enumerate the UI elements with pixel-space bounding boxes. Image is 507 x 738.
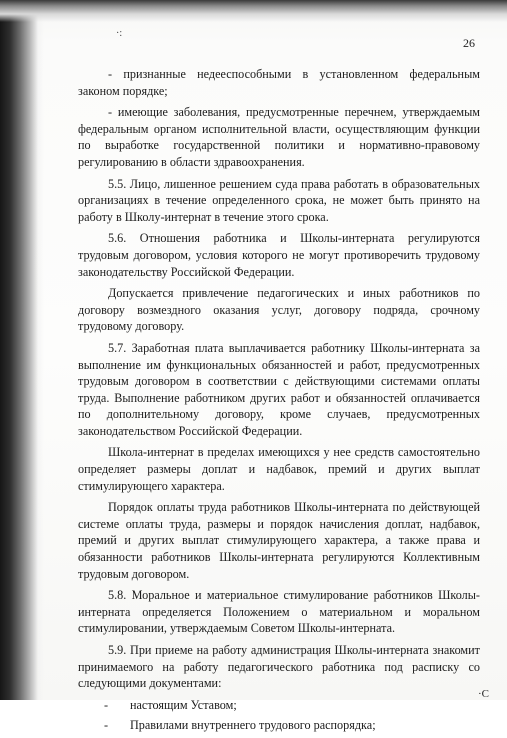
page-number: 26 bbox=[463, 36, 475, 50]
scan-edge-shadow-top bbox=[0, 0, 507, 22]
paragraph: 5.9. При приеме на работу администрация Школы-интерната знакомит принимаемого на работу педагогического работника под расписку со следующими документами: bbox=[78, 643, 480, 691]
list-marker: - bbox=[104, 697, 109, 712]
paragraph: Порядок оплаты труда работников Школы-интерната по действующей системе оплаты труда, размеры и порядок начисления доплат, надбавок, премий и других выплат стимулирующего характера, а также права и обязанности работников Школы-интерната регулируются Коллективным трудовым договором. bbox=[78, 500, 480, 581]
paragraph: 5.7. Заработная плата выплачивается работнику Школы-интерната за выполнение им функциональных обязанностей и работ, предусмотренных трудовым договором в соответствии с действующими системами оплаты труда. Выполнение работником других работ и обязанностей оплачивается по дополнительному договору, кроме случаев, предусмотренных законодательством Российской Федерации. bbox=[78, 340, 480, 438]
scan-mark-bottom: ·С bbox=[478, 688, 489, 700]
paragraph: 5.6. Отношения работника и Школы-интерната регулируются трудовым договором, условия которого не могут противоречить трудовому законодательству Российской Федерации. bbox=[78, 231, 480, 279]
paragraph: - признанные недееспособными в установленном федеральным законом порядке; bbox=[78, 67, 480, 98]
scan-edge-shadow-left bbox=[0, 0, 44, 700]
paragraph: - имеющие заболевания, предусмотренные перечнем, утверждаемым федеральным органом исполнительной власти, осуществляющим функции по выработке государственной политики и нормативно-правовому регулированию в области здравоохранения. bbox=[78, 105, 480, 169]
scan-speck: ·: bbox=[116, 28, 123, 39]
paragraph: 5.5. Лицо, лишенное решением суда права работать в образовательных организациях в течение определенного срока, не может быть принято на работу в Школу-интернат в течение этого срока. bbox=[78, 176, 480, 224]
list-item bbox=[78, 717, 480, 734]
list-marker: - bbox=[104, 718, 109, 733]
list-item-text: настоящим Уставом; bbox=[130, 697, 237, 712]
paragraph: 5.8. Моральное и материальное стимулирование работников Школы-интерната определяется Положением о материальном и моральном стимулировании, утверждаемым Советом Школы-интерната. bbox=[78, 588, 480, 636]
paragraph: Допускается привлечение педагогических и иных работников по договору возмездного оказания услуг, договору подряда, срочному трудовому договору. bbox=[78, 286, 480, 334]
document-body bbox=[78, 66, 480, 738]
list-item bbox=[78, 697, 480, 714]
list-item-text: Правилами внутреннего трудового распорядка; bbox=[130, 718, 376, 733]
paragraph: Школа-интернат в пределах имеющихся у нее средств самостоятельно определяет размеры доплат и надбавок, премий и других выплат стимулирующего характера. bbox=[78, 445, 480, 493]
